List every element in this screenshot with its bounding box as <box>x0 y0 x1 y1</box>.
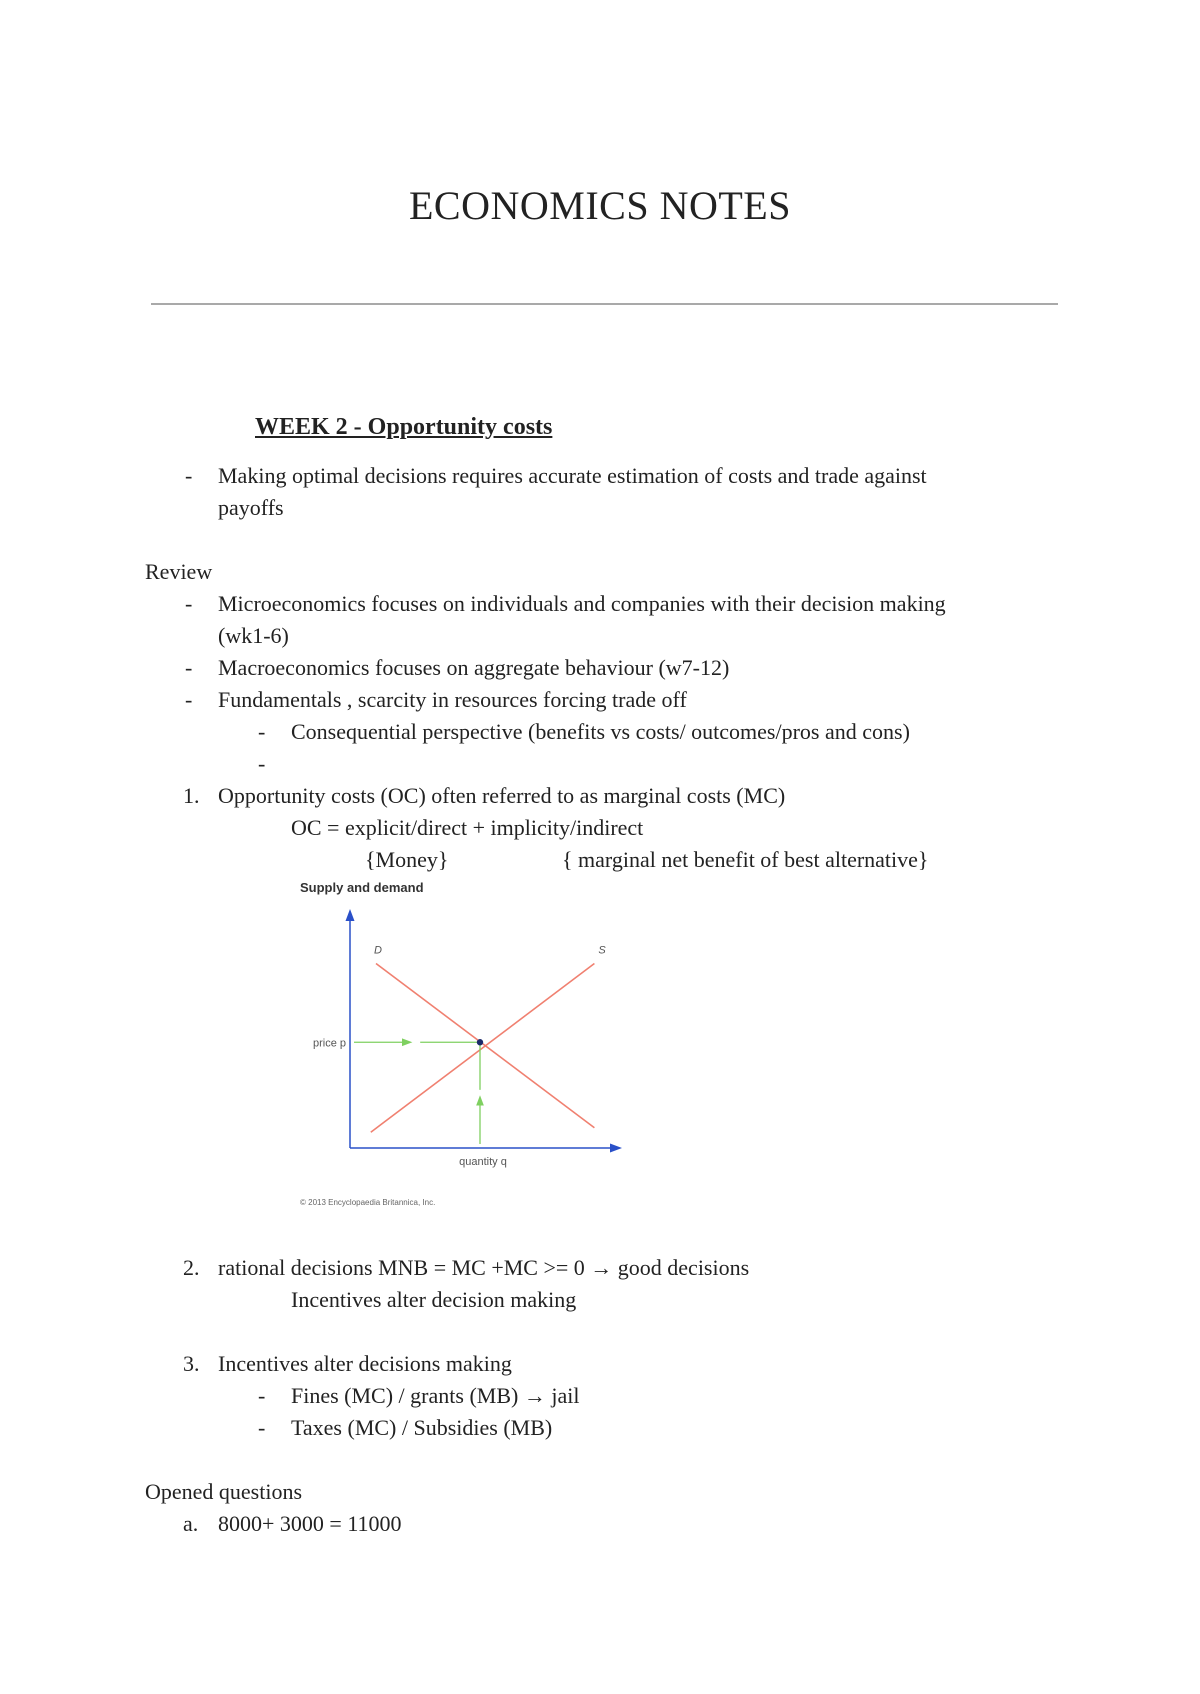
page-title: ECONOMICS NOTES <box>409 183 791 228</box>
chart-title: Supply and demand <box>300 880 424 895</box>
sub-bullet-marker: - <box>258 1415 266 1440</box>
supply-curve <box>371 964 595 1133</box>
equilibrium-point <box>477 1039 483 1045</box>
title-divider <box>151 303 1058 305</box>
item2-text: rational decisions MNB = MC +MC >= 0 → good decisions <box>218 1255 750 1280</box>
item1-formula: OC = explicit/direct + implicity/indirect <box>291 815 644 840</box>
sub-bullet-marker: - <box>258 719 266 744</box>
sub-bullet-marker: - <box>258 1383 266 1408</box>
list-letter: a. <box>183 1511 199 1536</box>
list-number: 3. <box>183 1351 200 1376</box>
review-bullet-micro-cont: (wk1-6) <box>218 623 289 648</box>
x-axis-label: quantity q <box>459 1156 507 1168</box>
bullet-marker: - <box>185 463 193 488</box>
review-bullet-macro: Macroeconomics focuses on aggregate behaviour (w7-12) <box>218 655 730 680</box>
bullet-marker: - <box>185 591 193 616</box>
opened-questions-label: Opened questions <box>145 1479 303 1504</box>
item1-money: {Money} <box>365 847 449 872</box>
sub-bullet-marker: - <box>258 751 266 776</box>
bullet-marker: - <box>185 687 193 712</box>
demand-label: D <box>374 944 382 957</box>
item1-alternative: { marginal net benefit of best alternative} <box>562 847 929 872</box>
chart-credit: © 2013 Encyclopaedia Britannica, Inc. <box>300 1198 436 1207</box>
intro-bullet-line2: payoffs <box>218 495 284 520</box>
bullet-marker: - <box>185 655 193 680</box>
sub-bullet-consequential: Consequential perspective (benefits vs costs/ outcomes/pros and cons) <box>291 719 910 744</box>
item3-bullet-taxes: Taxes (MC) / Subsidies (MB) <box>291 1415 553 1440</box>
item3-text: Incentives alter decisions making <box>218 1351 512 1376</box>
item1-text: Opportunity costs (OC) often referred to as marginal costs (MC) <box>218 783 786 808</box>
supply-label: S <box>598 944 606 957</box>
intro-bullet-line1: Making optimal decisions requires accurate estimation of costs and trade against <box>218 463 927 488</box>
review-bullet-fundamentals: Fundamentals , scarcity in resources forcing trade off <box>218 687 687 712</box>
y-axis-label: price p <box>312 1037 346 1050</box>
list-number: 2. <box>183 1255 200 1280</box>
opened-item-a: 8000+ 3000 = 11000 <box>218 1511 402 1536</box>
review-bullet-micro: Microeconomics focuses on individuals and companies with their decision making <box>218 591 946 616</box>
week-heading: WEEK 2 - Opportunity costs <box>255 414 553 440</box>
list-number: 1. <box>183 783 200 808</box>
review-label: Review <box>145 559 213 584</box>
item2-sub: Incentives alter decision making <box>291 1287 577 1312</box>
supply-demand-chart <box>290 875 670 1215</box>
item3-bullet-fines: Fines (MC) / grants (MB) → jail <box>291 1383 580 1408</box>
